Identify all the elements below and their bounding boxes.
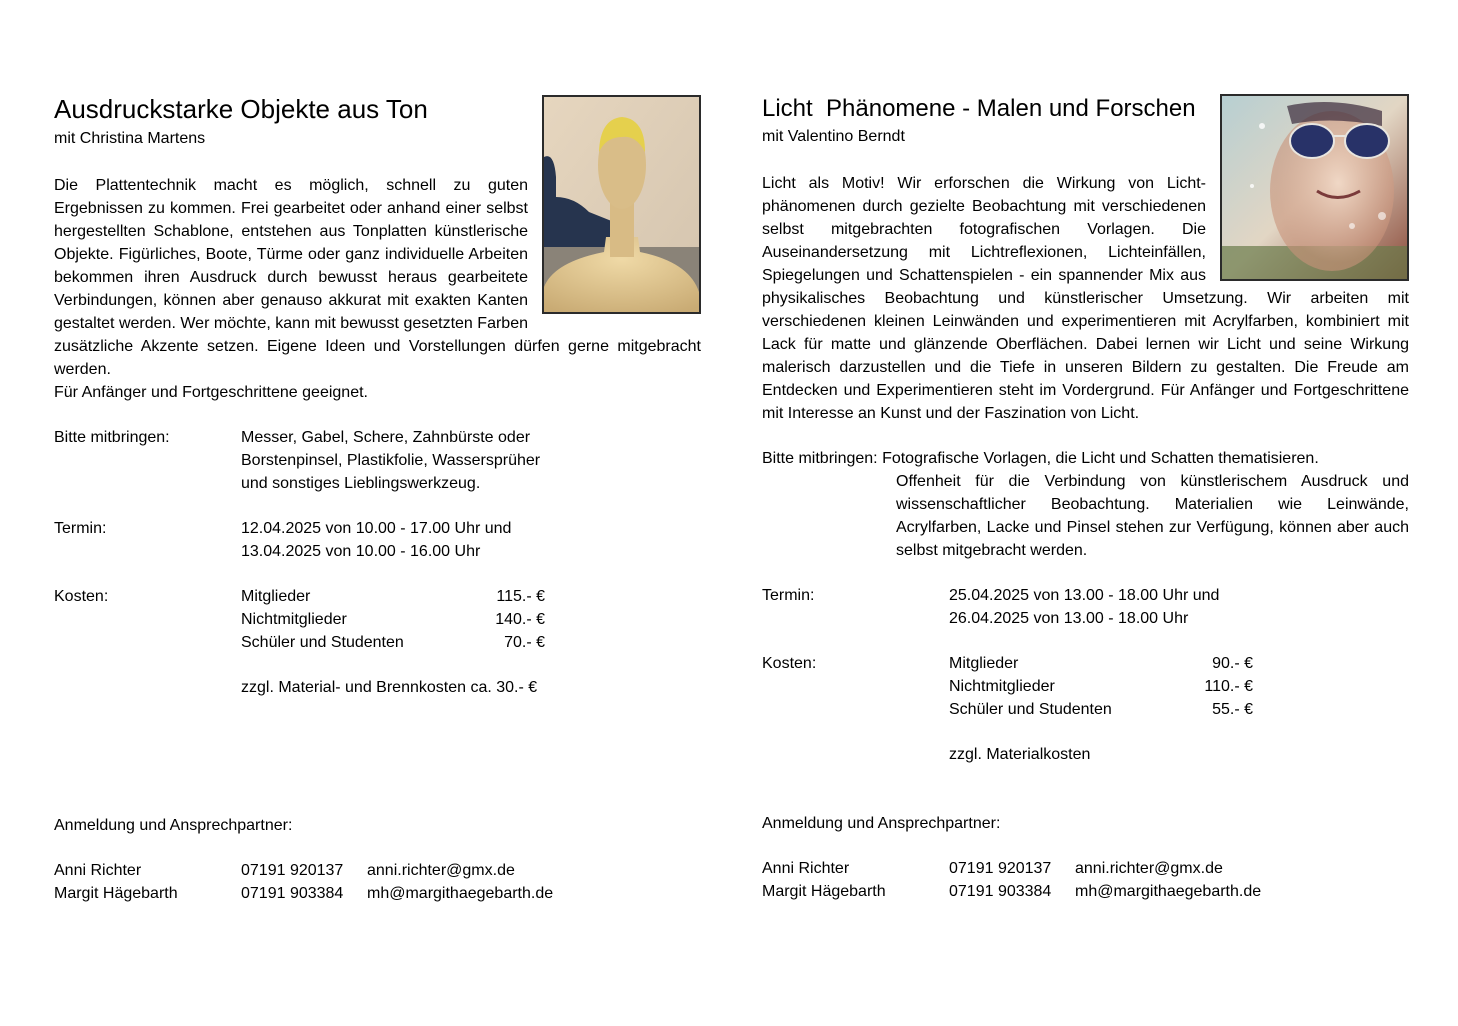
cost-value: 140.- € bbox=[495, 611, 545, 628]
contact-name: Anni Richter bbox=[54, 862, 142, 879]
clay-sculpture-photo bbox=[542, 95, 701, 314]
contact-phone[interactable]: 07191 903384 bbox=[241, 885, 344, 902]
cost-value: 115.- € bbox=[496, 588, 545, 605]
contact-row bbox=[54, 882, 701, 905]
contact-email[interactable]: anni.richter@gmx.de bbox=[367, 862, 515, 879]
portrait-light-photo bbox=[1220, 94, 1409, 281]
contact-row bbox=[54, 859, 701, 882]
cost-name: Mitglieder bbox=[241, 588, 311, 605]
bring-item: und sonstiges Lieblingswerkzeug. bbox=[241, 475, 481, 492]
cost-value: 55.- € bbox=[1212, 701, 1253, 718]
bring-section bbox=[762, 447, 1409, 562]
course-clay bbox=[54, 92, 701, 905]
cost-name: Nichtmitglieder bbox=[949, 678, 1055, 695]
course-light bbox=[762, 92, 1409, 903]
cost-name: Schüler und Studenten bbox=[241, 634, 404, 651]
contact-phone[interactable]: 07191 903384 bbox=[949, 883, 1052, 900]
cost-name: Mitglieder bbox=[949, 655, 1019, 672]
contact-label: Anmeldung und Ansprechpartner: bbox=[54, 817, 293, 834]
course-title: Licht Phänomene - Malen und Forschen bbox=[762, 95, 1196, 122]
contact-row bbox=[762, 880, 1409, 903]
contact-email[interactable]: anni.richter@gmx.de bbox=[1075, 860, 1223, 877]
bring-section bbox=[54, 426, 701, 495]
cost-row bbox=[949, 652, 1253, 675]
contact-name: Anni Richter bbox=[762, 860, 850, 877]
cost-value: 90.- € bbox=[1212, 655, 1253, 672]
contact-name: Margit Hägebarth bbox=[762, 883, 886, 900]
cost-value: 70.- € bbox=[504, 634, 545, 651]
bring-item: Fotografische Vorlagen, die Licht und Schatten thematisieren. bbox=[882, 450, 1319, 467]
course-suitability: Für Anfänger und Fortgeschrittene geeignet. bbox=[54, 384, 368, 401]
contact-phone[interactable]: 07191 920137 bbox=[949, 860, 1052, 877]
bring-item: Borstenpinsel, Plastikfolie, Wassersprüher bbox=[241, 452, 541, 469]
date-line: 12.04.2025 von 10.00 - 17.00 Uhr und bbox=[241, 520, 512, 537]
contact-name: Margit Hägebarth bbox=[54, 885, 178, 902]
contact-row bbox=[762, 857, 1409, 880]
cost-section bbox=[54, 585, 701, 699]
cost-row bbox=[241, 608, 545, 631]
bring-item: Offenheit für die Verbindung von künstlerischem Ausdruck und wissenschaftlicher Beobachtung. Materialien wie Leinwände, Acrylfarben, Lacke und Pinsel stehen zur Verfügung, können aber auch selbst mitgebracht werden. bbox=[896, 473, 1409, 559]
cost-label: Kosten: bbox=[54, 588, 109, 605]
bring-label: Bitte mitbringen: bbox=[762, 450, 878, 467]
cost-value: 110.- € bbox=[1204, 678, 1253, 695]
bring-label: Bitte mitbringen: bbox=[54, 429, 170, 446]
cost-note: zzgl. Materialkosten bbox=[949, 746, 1091, 763]
cost-label: Kosten: bbox=[762, 655, 817, 672]
contact-email[interactable]: mh@margithaegebarth.de bbox=[1075, 883, 1262, 900]
date-line: 25.04.2025 von 13.00 - 18.00 Uhr und bbox=[949, 587, 1220, 604]
course-title: Ausdruckstarke Objekte aus Ton bbox=[54, 94, 428, 124]
cost-row bbox=[949, 698, 1253, 721]
contact-phone[interactable]: 07191 920137 bbox=[241, 862, 344, 879]
instructor: mit Christina Martens bbox=[54, 130, 206, 147]
date-line: 26.04.2025 von 13.00 - 18.00 Uhr bbox=[949, 610, 1189, 627]
date-section bbox=[762, 584, 1409, 630]
contact-label: Anmeldung und Ansprechpartner: bbox=[762, 815, 1001, 832]
cost-name: Schüler und Studenten bbox=[949, 701, 1112, 718]
cost-row bbox=[241, 631, 545, 654]
date-label: Termin: bbox=[762, 587, 815, 604]
course-description: Licht als Motiv! Wir erforschen die Wirkung von Licht-phänomenen durch gezielte Beobachtung mit verschiedenen selbst mitgebrachten fotografischen Vorlagen. Die Auseinandersetzung mit Lichtreflexionen, Lichteinfällen, Spiegelungen und Schattenspielen - ein spannender Mix aus physikalisches Beobachtung und künstlerischer Umsetzung. Wir arbeiten mit verschiedenen kleinen Leinwänden und experimentieren mit Acrylfarben, kombiniert mit Lack für matte und glänzende Oberflächen. Dabei lernen wir Licht und seine Wirkung malerisch darzustellen und die Tiefe in unseren Bildern zu gestalten. Die Freude am Entdecken und Experimentieren steht im Vordergrund. Für Anfänger und Fortgeschrittene mit Interesse an Kunst und der Faszination von Licht. bbox=[762, 175, 1409, 422]
cost-section bbox=[762, 652, 1409, 766]
cost-row bbox=[241, 585, 545, 608]
date-label: Termin: bbox=[54, 520, 107, 537]
cost-name: Nichtmitglieder bbox=[241, 611, 347, 628]
cost-row bbox=[949, 675, 1253, 698]
bring-item: Messer, Gabel, Schere, Zahnbürste oder bbox=[241, 429, 531, 446]
cost-note: zzgl. Material- und Brennkosten ca. 30.- € bbox=[241, 679, 538, 696]
date-section bbox=[54, 517, 701, 563]
instructor: mit Valentino Berndt bbox=[762, 128, 905, 145]
contact-email[interactable]: mh@margithaegebarth.de bbox=[367, 885, 554, 902]
date-line: 13.04.2025 von 10.00 - 16.00 Uhr bbox=[241, 543, 481, 560]
course-description: Die Plattentechnik macht es möglich, schnell zu guten Ergebnissen zu kommen. Frei gearbeitet oder anhand einer selbst hergestellten Schablone, entstehen aus Tonplatten künstlerische Objekte. Figürliches, Boote, Türme oder ganz individuelle Arbeiten bekommen ihren Ausdruck durch bewusst heraus gearbeitete Verbindungen, können aber genauso akkurat mit exakten Kanten gestaltet werden. Wer möchte, kann mit bewusst gesetzten Farben zusätzliche Akzente setzen. Eigene Ideen und Vorstellungen dürfen gerne mitgebracht werden. bbox=[54, 177, 701, 378]
